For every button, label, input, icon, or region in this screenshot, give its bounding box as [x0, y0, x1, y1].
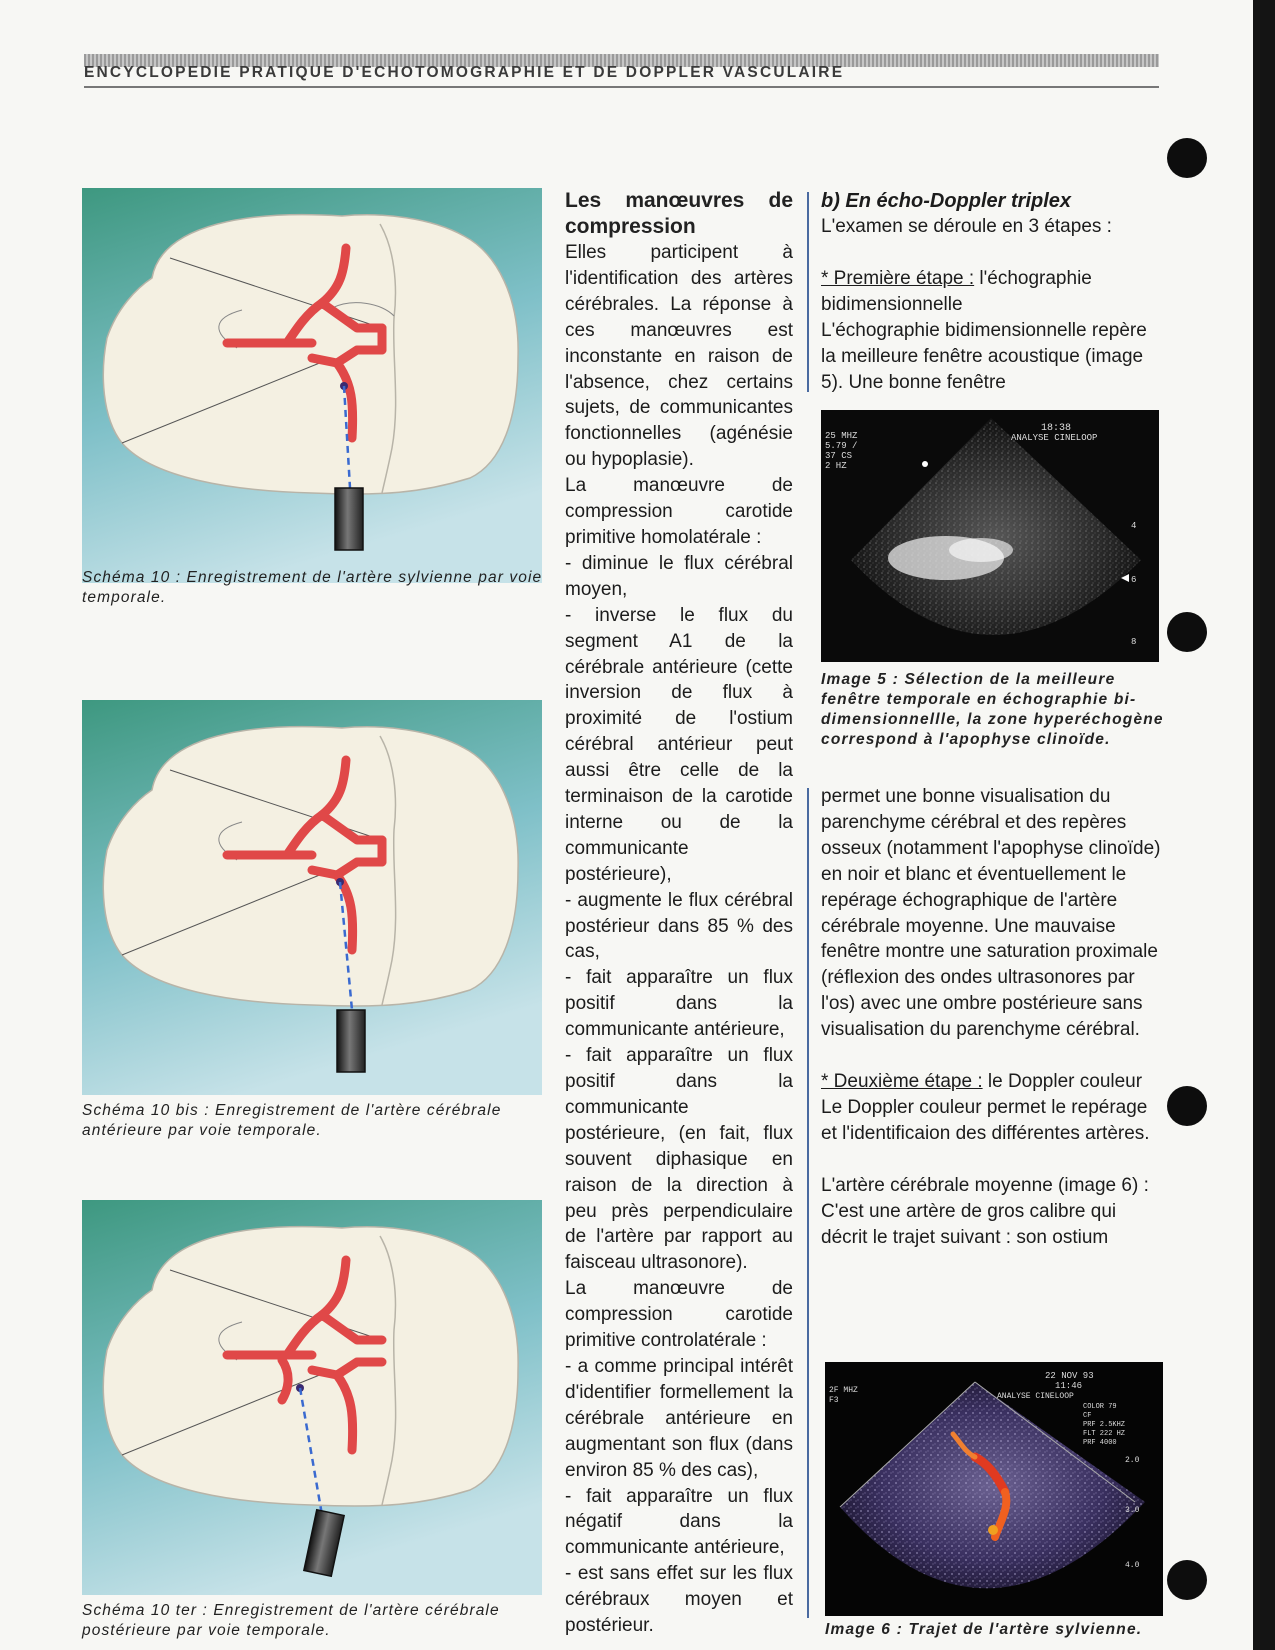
- paragraph: Elles participent à l'identification des artères cérébrales. La réponse à ces manœuvres est inconstante en raison de l'absence, chez certains sujets, de communicantes fonctionnelles (agénésie ou hypoplasie).: [565, 242, 793, 471]
- image-overlay-text: 25 MHZ: [825, 431, 858, 441]
- paragraph: permet une bonne visualisation du parenchyme cérébral et des repères osseux (notamment l'apophyse clinoïde) en noir et blanc et éventuellement le repérage échographique de l'artère cérébrale moyenne. Une mauvaise fenêtre montre une saturation proximale (réflexion des ondes ultrasonores par l'os) avec une ombre postérieure sans visualisation du parenchyme cérébral.: [821, 786, 1161, 1041]
- depth-tick: 2.0: [1125, 1456, 1140, 1465]
- image-overlay-text: ANALYSE CINELOOP: [1011, 433, 1098, 443]
- list-item: - diminue le flux cérébral moyen,: [565, 552, 793, 600]
- depth-tick: 4: [1131, 521, 1137, 531]
- right-column-top: [821, 188, 1161, 395]
- depth-tick: 4.0: [1125, 1561, 1140, 1570]
- running-header: ENCYCLOPEDIE PRATIQUE D'ECHOTOMOGRAPHIE ET DE DOPPLER VASCULAIRE: [84, 64, 845, 81]
- right-column-middle: [821, 784, 1161, 1251]
- paragraph: Le Doppler couleur permet le repérage et l'identificaion des différentes artères.: [821, 1096, 1150, 1144]
- image-6-doppler: [825, 1362, 1163, 1616]
- image-overlay-text: ANALYSE CINELOOP: [997, 1392, 1074, 1401]
- schema-10-bis-figure: [82, 700, 542, 1095]
- schema-10-figure: [82, 188, 542, 583]
- column-rule: [807, 788, 809, 1618]
- image-overlay-text: CF: [1083, 1412, 1092, 1420]
- paragraph: C'est une artère de gros calibre qui décrit le trajet suivant : son ostium: [821, 1200, 1117, 1248]
- image-overlay-text: 37 CS: [825, 451, 853, 461]
- image-5-ultrasound: [821, 410, 1159, 662]
- header-rule: [84, 86, 1159, 88]
- image-overlay-text: 2 HZ: [825, 461, 847, 471]
- paragraph: La manœuvre de compression carotide primitive homolatérale :: [565, 475, 793, 548]
- depth-tick: 3.0: [1125, 1506, 1140, 1515]
- section-heading: Les manœuvres de compression: [565, 189, 793, 238]
- paragraph: L'examen se déroule en 3 étapes :: [821, 216, 1112, 237]
- image-overlay-time: 18:38: [1041, 423, 1072, 434]
- image-overlay-date: 22 NOV 93: [1045, 1371, 1094, 1381]
- figure-caption: Schéma 10 ter : Enregistrement de l'artère cérébrale postérieure par voie temporale.: [82, 1602, 500, 1639]
- section-heading: b) En écho-Doppler triplex: [821, 190, 1072, 212]
- punch-hole: [1167, 1086, 1207, 1126]
- step-text: l'échographie bidimensionnelle: [821, 267, 1092, 315]
- image-overlay-text: 5.79 /: [825, 441, 858, 451]
- figure-caption: Schéma 10 : Enregistrement de l'artère sylvienne par voie temporale.: [82, 569, 543, 606]
- image-overlay-text: PRF 4000: [1083, 1439, 1117, 1447]
- paragraph: [821, 266, 1161, 318]
- paragraph: [821, 1069, 1161, 1095]
- list-item: - augmente le flux cérébral postérieur dans 85 % des cas,: [565, 889, 793, 963]
- depth-tick: 8: [1131, 637, 1137, 647]
- page-edge: [1253, 0, 1275, 1650]
- image-overlay-text: 2F MHZ: [829, 1386, 858, 1395]
- image-overlay-text: F3: [829, 1396, 839, 1405]
- schema-10-ter-figure: [82, 1200, 542, 1595]
- step-text: le Doppler couleur: [982, 1071, 1143, 1093]
- image-caption: Image 5 : Sélection de la meilleure fenêtre temporale en échographie bi-dimensionnellle, la zone hyperéchogène correspond à l'apophyse clinoïde.: [821, 671, 1164, 748]
- image-overlay-text: COLOR 79: [1083, 1403, 1117, 1411]
- punch-hole: [1167, 1560, 1207, 1600]
- paragraph: L'artère cérébrale moyenne (image 6) :: [821, 1174, 1149, 1196]
- list-item: - fait apparaître un flux positif dans la communicante antérieure,: [565, 967, 793, 1041]
- image-overlay-time: 11:46: [1055, 1381, 1083, 1391]
- figure-caption: Schéma 10 bis : Enregistrement de l'artère cérébrale antérieure par voie temporale.: [82, 1102, 502, 1139]
- depth-tick: 6: [1131, 575, 1137, 585]
- punch-hole: [1167, 612, 1207, 652]
- list-item: - inverse le flux du segment A1 de la cérébrale antérieure (cette inversion de flux à proximité de l'ostium cérébral antérieur peut aussi être celle de la terminaison de la carotide interne ou de la communicante postérieure),: [565, 604, 793, 885]
- image-overlay-text: PRF 2.5KHZ: [1083, 1421, 1126, 1429]
- list-item: - fait apparaître un flux positif dans la communicante postérieure, (en fait, flux souvent diphasique en raison de la direction à peu près perpendiculaire de l'artère par rapport au faisceau ultrasonore).: [565, 1045, 793, 1274]
- image-overlay-text: FLT 222 HZ: [1083, 1430, 1126, 1438]
- image-caption: Image 6 : Trajet de l'artère sylvienne.: [825, 1621, 1143, 1638]
- paragraph: La manœuvre de compression carotide primitive controlatérale :: [565, 1278, 793, 1352]
- list-item: - fait apparaître un flux négatif dans la communicante antérieure,: [565, 1485, 793, 1559]
- middle-column: [565, 188, 793, 1639]
- paragraph: L'échographie bidimensionnelle repère la meilleure fenêtre acoustique (image 5). Une bonne fenêtre: [821, 319, 1147, 393]
- list-item: - a comme principal intérêt d'identifier formellement la cérébrale antérieure en augmentant son flux (dans environ 85 % des cas),: [565, 1355, 793, 1481]
- step-label: * Deuxième étape :: [821, 1071, 983, 1093]
- list-item: - est sans effet sur les flux cérébraux moyen et postérieur.: [565, 1563, 793, 1637]
- punch-hole: [1167, 138, 1207, 178]
- column-rule: [807, 192, 809, 392]
- step-label: * Première étape :: [821, 267, 975, 289]
